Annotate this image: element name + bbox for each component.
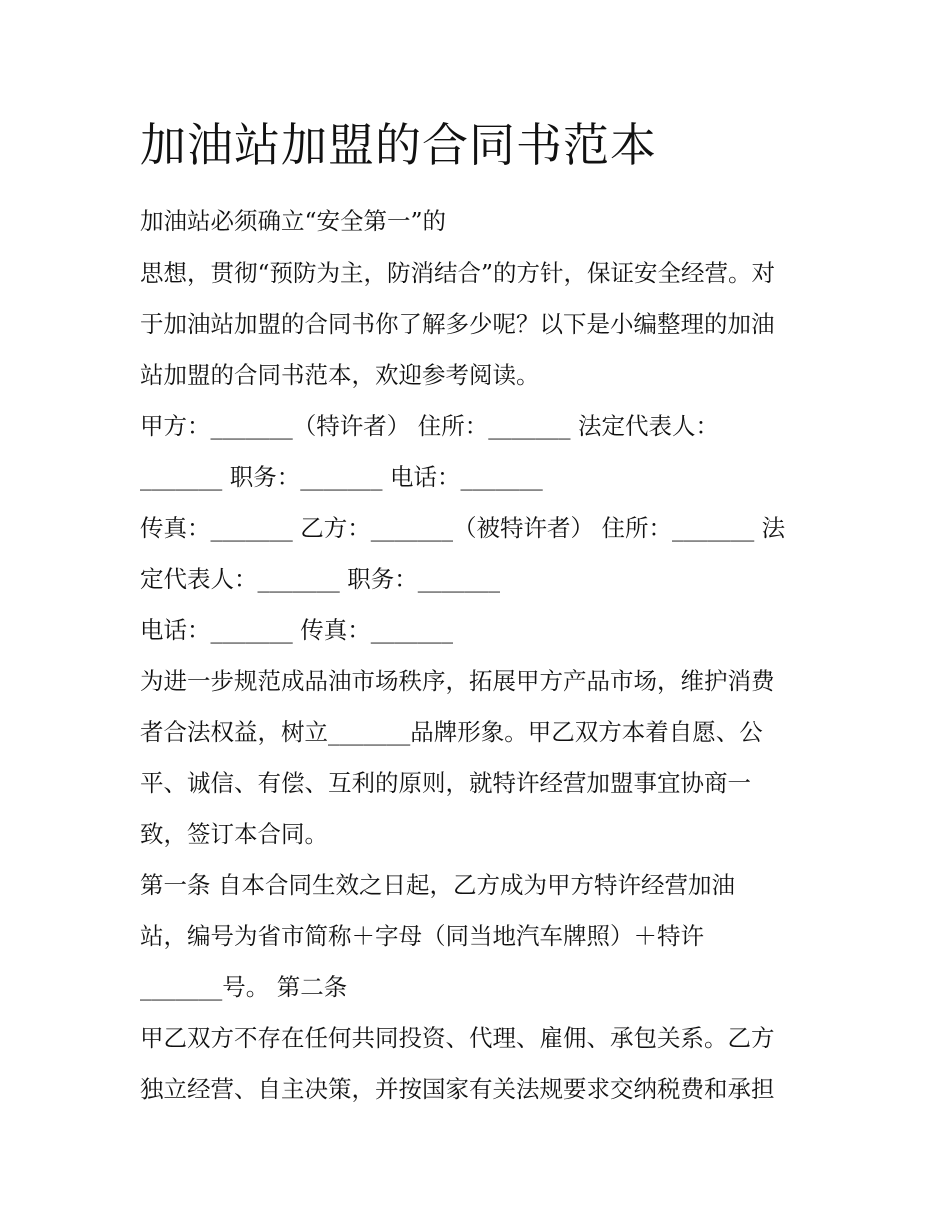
text-line-5: 甲方：_______（特许者） 住所：_______ 法定代表人： [140,412,719,440]
text-line-13: 致，签订本合同。 [140,820,328,848]
text-line-11: 者合法权益，树立_______品牌形象。甲乙双方本着自愿、公 [140,718,763,746]
document-title: 加油站加盟的合同书范本 [140,118,657,172]
text-line-10: 为进一步规范成品油市场秩序，拓展甲方产品市场，维护消费 [140,667,775,695]
text-line-9: 电话：_______ 传真：_______ [140,616,453,644]
text-line-12: 平、诚信、有偿、互利的原则，就特许经营加盟事宜协商一 [140,769,751,797]
text-line-6: _______ 职务：_______ 电话：_______ [140,463,543,491]
text-line-4: 站加盟的合同书范本，欢迎参考阅读。 [140,361,540,389]
text-line-7: 传真：_______ 乙方：_______（被特许者） 住所：_______ 法 [140,514,786,542]
text-line-17: 甲乙双方不存在任何共同投资、代理、雇佣、承包关系。乙方 [140,1024,775,1052]
text-line-3: 于加油站加盟的合同书你了解多少呢？以下是小编整理的加油 [140,310,775,338]
text-line-2: 思想，贯彻“预防为主，防消结合”的方针，保证安全经营。对 [140,259,776,287]
text-line-16: _______号。 第二条 [140,973,348,1001]
text-line-15: 站，编号为省市简称＋字母（同当地汽车牌照）＋特许 [140,922,704,950]
text-line-8: 定代表人：_______ 职务：_______ [140,565,500,593]
text-line-14: 第一条 自本合同生效之日起，乙方成为甲方特许经营加油 [140,871,735,899]
text-line-18: 独立经营、自主决策，并按国家有关法规要求交纳税费和承担 [140,1075,775,1103]
text-line-1: 加油站必须确立“安全第一”的 [140,207,447,235]
